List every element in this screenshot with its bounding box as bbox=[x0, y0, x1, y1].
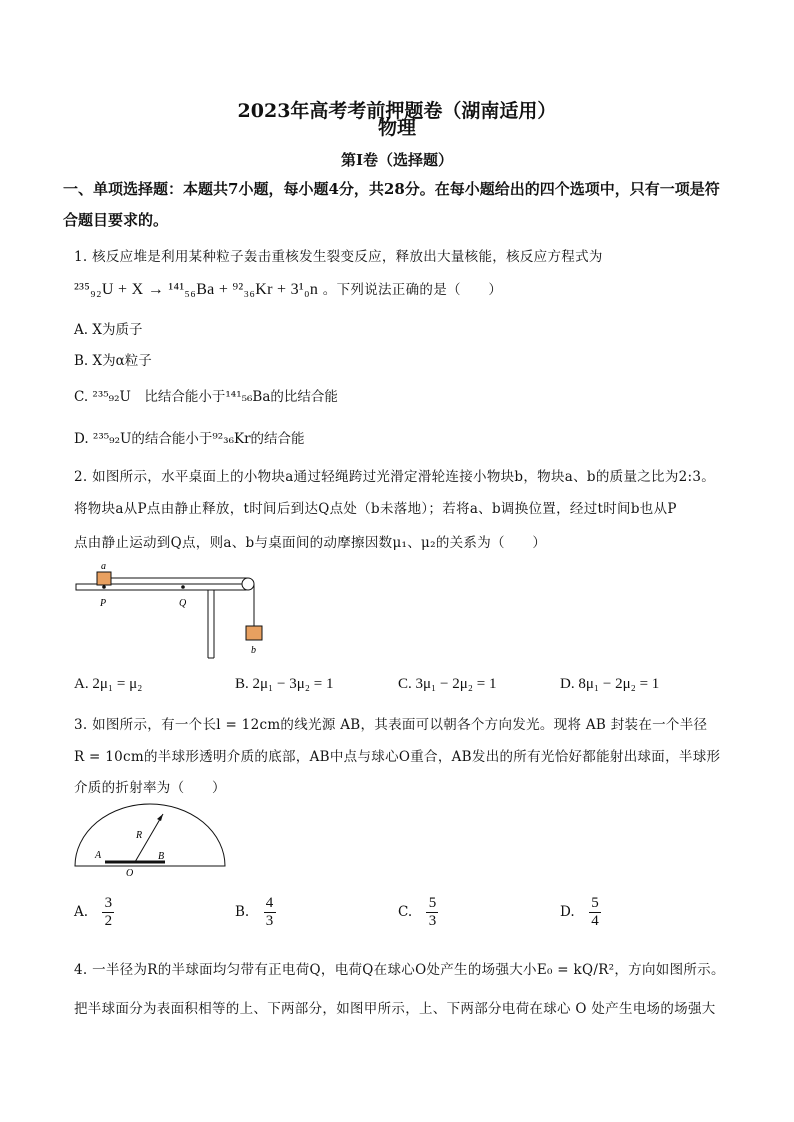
q3-option-a: A. $\frac{3}{2}$ bbox=[74, 895, 114, 930]
q1-equation: ²³⁵₉₂U + X → ¹⁴¹₅₆Ba + ⁹²₃₆Kr + 3¹₀n bbox=[74, 281, 319, 298]
point-p bbox=[102, 585, 106, 589]
q3-line3: 介质的折射率为（ ） bbox=[74, 780, 226, 796]
fraction: $\frac{5}{3}$ bbox=[426, 895, 438, 930]
q2-figure bbox=[70, 560, 270, 660]
q2-option-b: B. 2μ₁ − 3μ₂ = 1 bbox=[235, 676, 334, 692]
label-q: Q bbox=[179, 598, 187, 609]
q1-option-c: C. ²³⁵₉₂U 比结合能小于¹⁴¹₅₆Ba的比结合能 bbox=[74, 389, 338, 405]
q4-line2: 把半球面分为表面积相等的上、下两部分，如图甲所示，上、下两部分电荷在球心 O 处产生电场的场强大 bbox=[74, 1001, 716, 1017]
q2-line2: 将物块a从P点由静止释放，t时间后到达Q点处（b未落地）；若将a、b调换位置，经过t时间b也从P bbox=[74, 501, 677, 517]
fraction: $\frac{3}{2}$ bbox=[102, 895, 114, 930]
q1-option-d: D. ²³⁵₉₂U的结合能小于⁹²₃₆Kr的结合能 bbox=[74, 431, 305, 447]
q3-option-c: C. $\frac{5}{3}$ bbox=[398, 895, 438, 930]
q3-figure bbox=[70, 800, 230, 880]
block-a bbox=[97, 572, 111, 585]
q2-option-c: C. 3μ₁ − 2μ₂ = 1 bbox=[398, 676, 497, 692]
q3-line1: 3. 如图所示，有一个长l = 12cm的线光源 AB，其表面可以朝各个方向发光。现将 AB 封装在一个半径 bbox=[74, 717, 708, 733]
q4-line1: 4. 一半径为R的半球面均匀带有正电荷Q，电荷Q在球心O处产生的场强大小E₀ = kQ/R²，方向如图所示。 bbox=[74, 962, 725, 978]
block-b bbox=[246, 626, 262, 640]
volume-title: 第Ⅰ卷（选择题） bbox=[340, 151, 454, 169]
q3-line2: R = 10cm的半球形透明介质的底部，AB中点与球心O重合，AB发出的所有光恰好都能射出球面，半球形 bbox=[74, 749, 721, 765]
q1-option-a: A. X为质子 bbox=[74, 322, 143, 338]
pulley bbox=[242, 578, 254, 590]
label-p: P bbox=[100, 598, 107, 609]
q1-stem: 1. 核反应堆是利用某种粒子轰击重核发生裂变反应，释放出大量核能，核反应方程式为 bbox=[74, 249, 603, 265]
q1-equation-line bbox=[74, 278, 502, 299]
q2-line3: 点由静止运动到Q点，则a、b与桌面间的动摩擦因数μ₁、μ₂的关系为（ ） bbox=[74, 535, 547, 551]
section-heading: 一、单项选择题：本题共7小题，每小题4分，共28分。在每小题给出的四个选项中，只有一项是符合题目要求的。 bbox=[63, 180, 720, 229]
q1-option-b: B. X为α粒子 bbox=[74, 353, 152, 369]
q2-line1: 2. 如图所示，水平桌面上的小物块a通过轻绳跨过光滑定滑轮连接小物块b，物块a、b的质量之比为2:3。 bbox=[74, 469, 716, 485]
radius-arrow bbox=[157, 814, 163, 821]
exam-title: 2023年高考考前押题卷（湖南适用） bbox=[237, 100, 557, 122]
q3-option-d: D. $\frac{5}{4}$ bbox=[560, 895, 601, 930]
label-a: A bbox=[95, 850, 102, 861]
label-b: b bbox=[251, 645, 256, 656]
q3-option-b: B. $\frac{4}{3}$ bbox=[235, 895, 276, 930]
label-b: B bbox=[158, 851, 165, 862]
q2-option-a: A. 2μ₁ = μ₂ bbox=[74, 676, 143, 692]
fraction: $\frac{5}{4}$ bbox=[589, 895, 601, 930]
fraction: $\frac{4}{3}$ bbox=[264, 895, 276, 930]
label-r: R bbox=[136, 830, 143, 841]
subject-title: 物理 bbox=[377, 117, 416, 139]
label-o: O bbox=[126, 868, 134, 879]
label-a: a bbox=[101, 561, 106, 572]
q1-tail: 。下列说法正确的是（ ） bbox=[322, 282, 503, 298]
point-q bbox=[181, 585, 185, 589]
q2-option-d: D. 8μ₁ − 2μ₂ = 1 bbox=[560, 676, 660, 692]
